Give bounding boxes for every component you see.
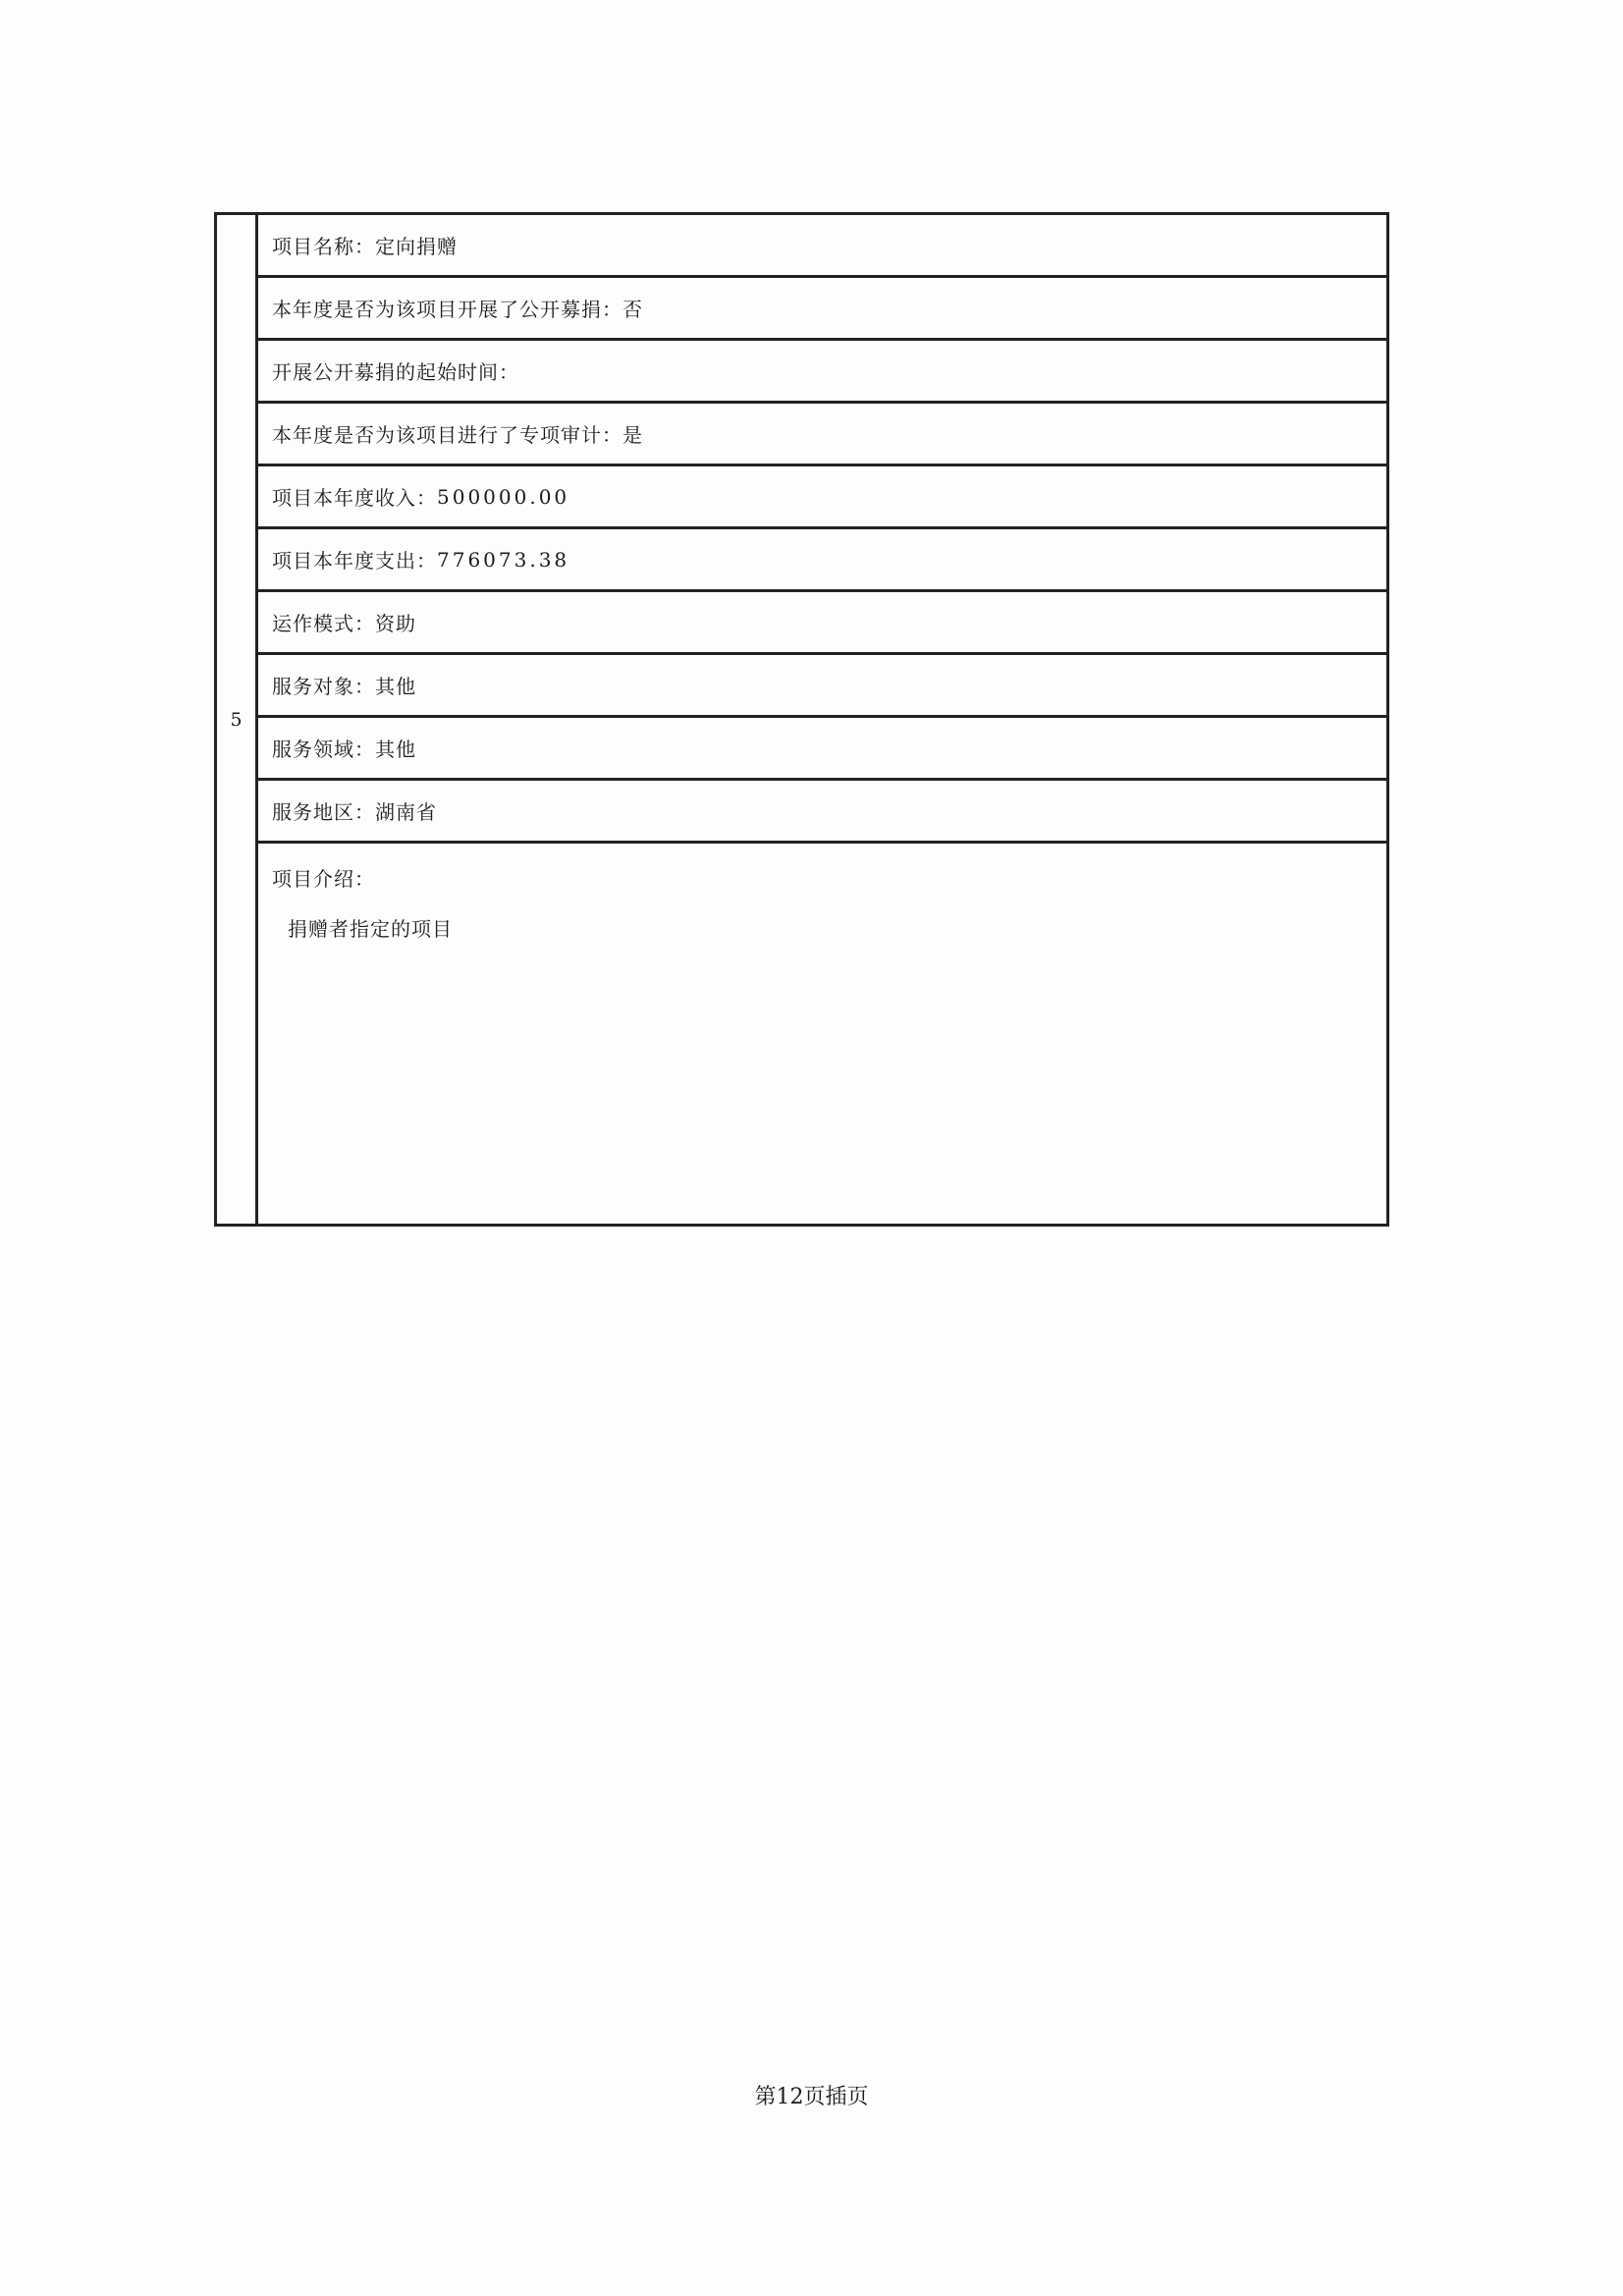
field-service-domain — [258, 718, 1386, 781]
field-label: 项目本年度支出： — [272, 549, 437, 573]
field-project-name — [258, 215, 1386, 278]
field-annual-expense — [258, 529, 1386, 592]
field-value: 其他 — [375, 738, 416, 761]
field-label: 服务领域： — [272, 738, 375, 761]
field-label: 运作模式： — [272, 612, 375, 635]
field-operation-mode — [258, 592, 1386, 655]
field-service-region — [258, 781, 1386, 844]
field-project-intro — [258, 844, 1386, 1224]
field-value: 776073.38 — [437, 547, 570, 572]
intro-label: 项目介绍： — [272, 867, 375, 891]
field-value: 湖南省 — [375, 800, 437, 824]
field-value: 否 — [622, 298, 643, 321]
project-info-table — [214, 212, 1389, 1227]
field-label: 本年度是否为该项目进行了专项审计： — [272, 423, 622, 447]
project-fields — [258, 215, 1386, 1224]
field-label: 项目本年度收入： — [272, 486, 437, 510]
field-value: 是 — [622, 423, 643, 447]
intro-body: 捐赠者指定的项目 — [288, 917, 453, 941]
field-special-audit — [258, 404, 1386, 466]
field-annual-income — [258, 466, 1386, 529]
row-index: 5 — [217, 215, 258, 1224]
field-value: 500000.00 — [437, 484, 570, 509]
field-value: 资助 — [375, 612, 416, 635]
field-label: 本年度是否为该项目开展了公开募捐： — [272, 298, 622, 321]
field-value: 定向捐赠 — [375, 235, 458, 258]
field-service-target — [258, 655, 1386, 718]
field-fundraising-start-time — [258, 341, 1386, 404]
field-label: 开展公开募捐的起始时间： — [272, 360, 519, 384]
page-footer: 第12页插页 — [754, 2085, 869, 2109]
field-label: 服务地区： — [272, 800, 375, 824]
field-label: 项目名称： — [272, 235, 375, 258]
field-value: 其他 — [375, 675, 416, 698]
field-label: 服务对象： — [272, 675, 375, 698]
field-public-fundraising — [258, 278, 1386, 341]
